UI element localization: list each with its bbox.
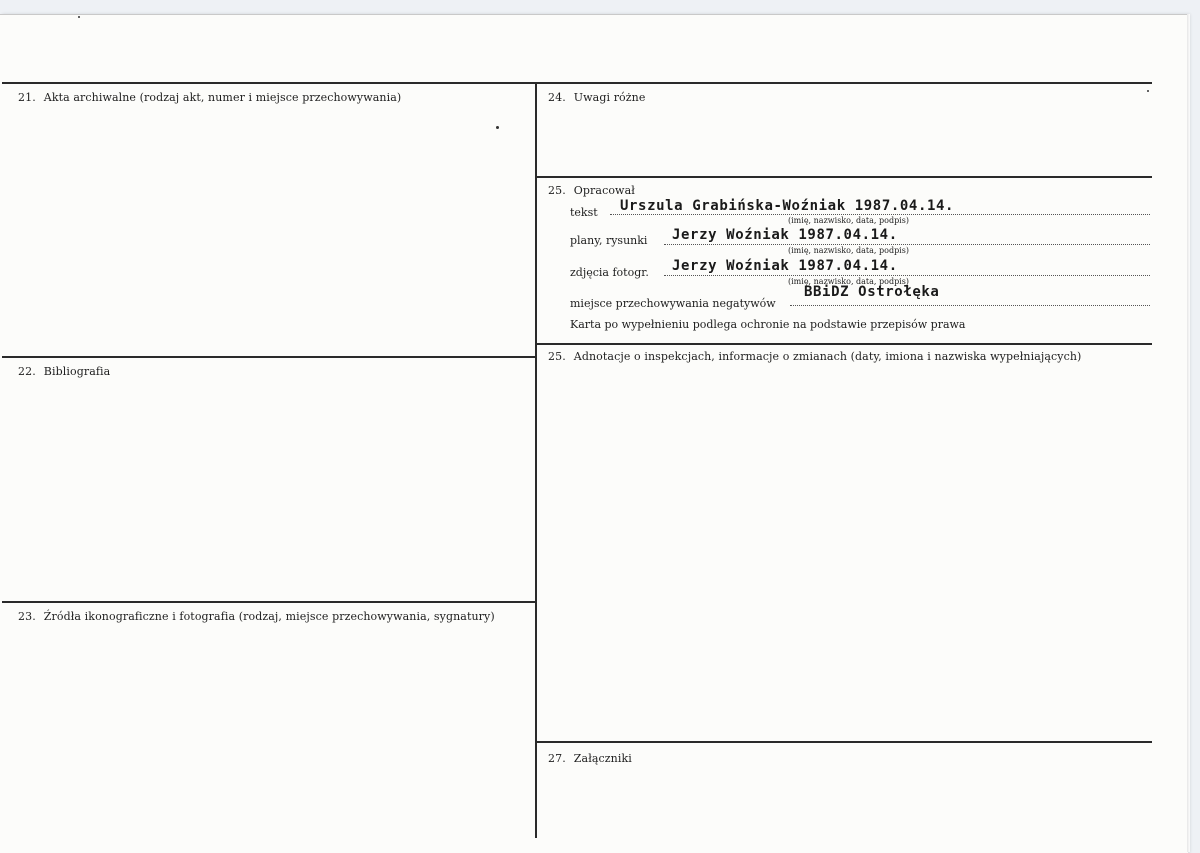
section-27-heading [548,752,632,765]
negatives-label: miejsce przechowywania negatywów [570,297,776,310]
scan-speck [78,16,80,18]
author-text-line [610,214,1150,215]
section-25-heading [548,184,635,197]
section-22-title: Bibliografia [43,365,111,378]
section-24-title: Uwagi różne [573,91,646,104]
column-divider [535,82,537,838]
section-21-title: Akta archiwalne (rodzaj akt, numer i miejsce przechowywania) [43,91,402,104]
sheet-edge [1187,14,1190,852]
rule-right-25 [537,176,1152,178]
negatives-line [790,305,1150,306]
author-text-value: Urszula Grabińska-Woźniak 1987.04.14. [620,198,955,214]
section-26-number: 25. [548,350,566,363]
photos-value: Jerzy Woźniak 1987.04.14. [672,258,898,274]
section-23-number: 23. [18,610,36,623]
photos-line [664,275,1150,276]
section-23-title: Źródła ikonograficzne i fotografia (rodzaj, miejsce przechowywania, sygnatury) [43,610,495,623]
rule-left-22 [2,356,535,358]
section-24-number: 24. [548,91,566,104]
top-rule [2,82,1152,84]
section-22-number: 22. [18,365,36,378]
section-21-heading [18,91,401,104]
drawings-label: plany, rysunki [570,234,648,247]
negatives-value: BBiDZ Ostrołęka [804,284,940,300]
photos-label: zdjęcia fotogr. [570,266,649,279]
drawings-caption: (imię, nazwisko, data, podpis) [788,246,909,255]
section-25-title: Opracował [573,184,635,197]
rule-right-27 [537,741,1152,743]
scan-speck [1147,90,1149,92]
rule-left-23 [2,601,535,603]
author-text-label: tekst [570,206,598,219]
section-21-number: 21. [18,91,36,104]
photos-caption: (imię, nazwisko, data, podpis) [788,277,909,286]
author-text-caption: (imię, nazwisko, data, podpis) [788,216,909,225]
protection-note: Karta po wypełnieniu podlega ochronie na podstawie przepisów prawa [570,318,966,331]
section-27-number: 27. [548,752,566,765]
section-26-title: Adnotacje o inspekcjach, informacje o zmianach (daty, imiona i nazwiska wypełniających) [573,350,1082,363]
section-26-heading [548,350,1081,363]
drawings-line [664,244,1150,245]
section-27-title: Załączniki [573,752,632,765]
rule-right-26 [537,343,1152,345]
form-sheet [0,14,1188,853]
section-24-heading [548,91,645,104]
scan-speck [496,126,499,129]
section-25-number: 25. [548,184,566,197]
section-23-heading [18,610,495,623]
drawings-value: Jerzy Woźniak 1987.04.14. [672,227,898,243]
section-22-heading [18,365,110,378]
